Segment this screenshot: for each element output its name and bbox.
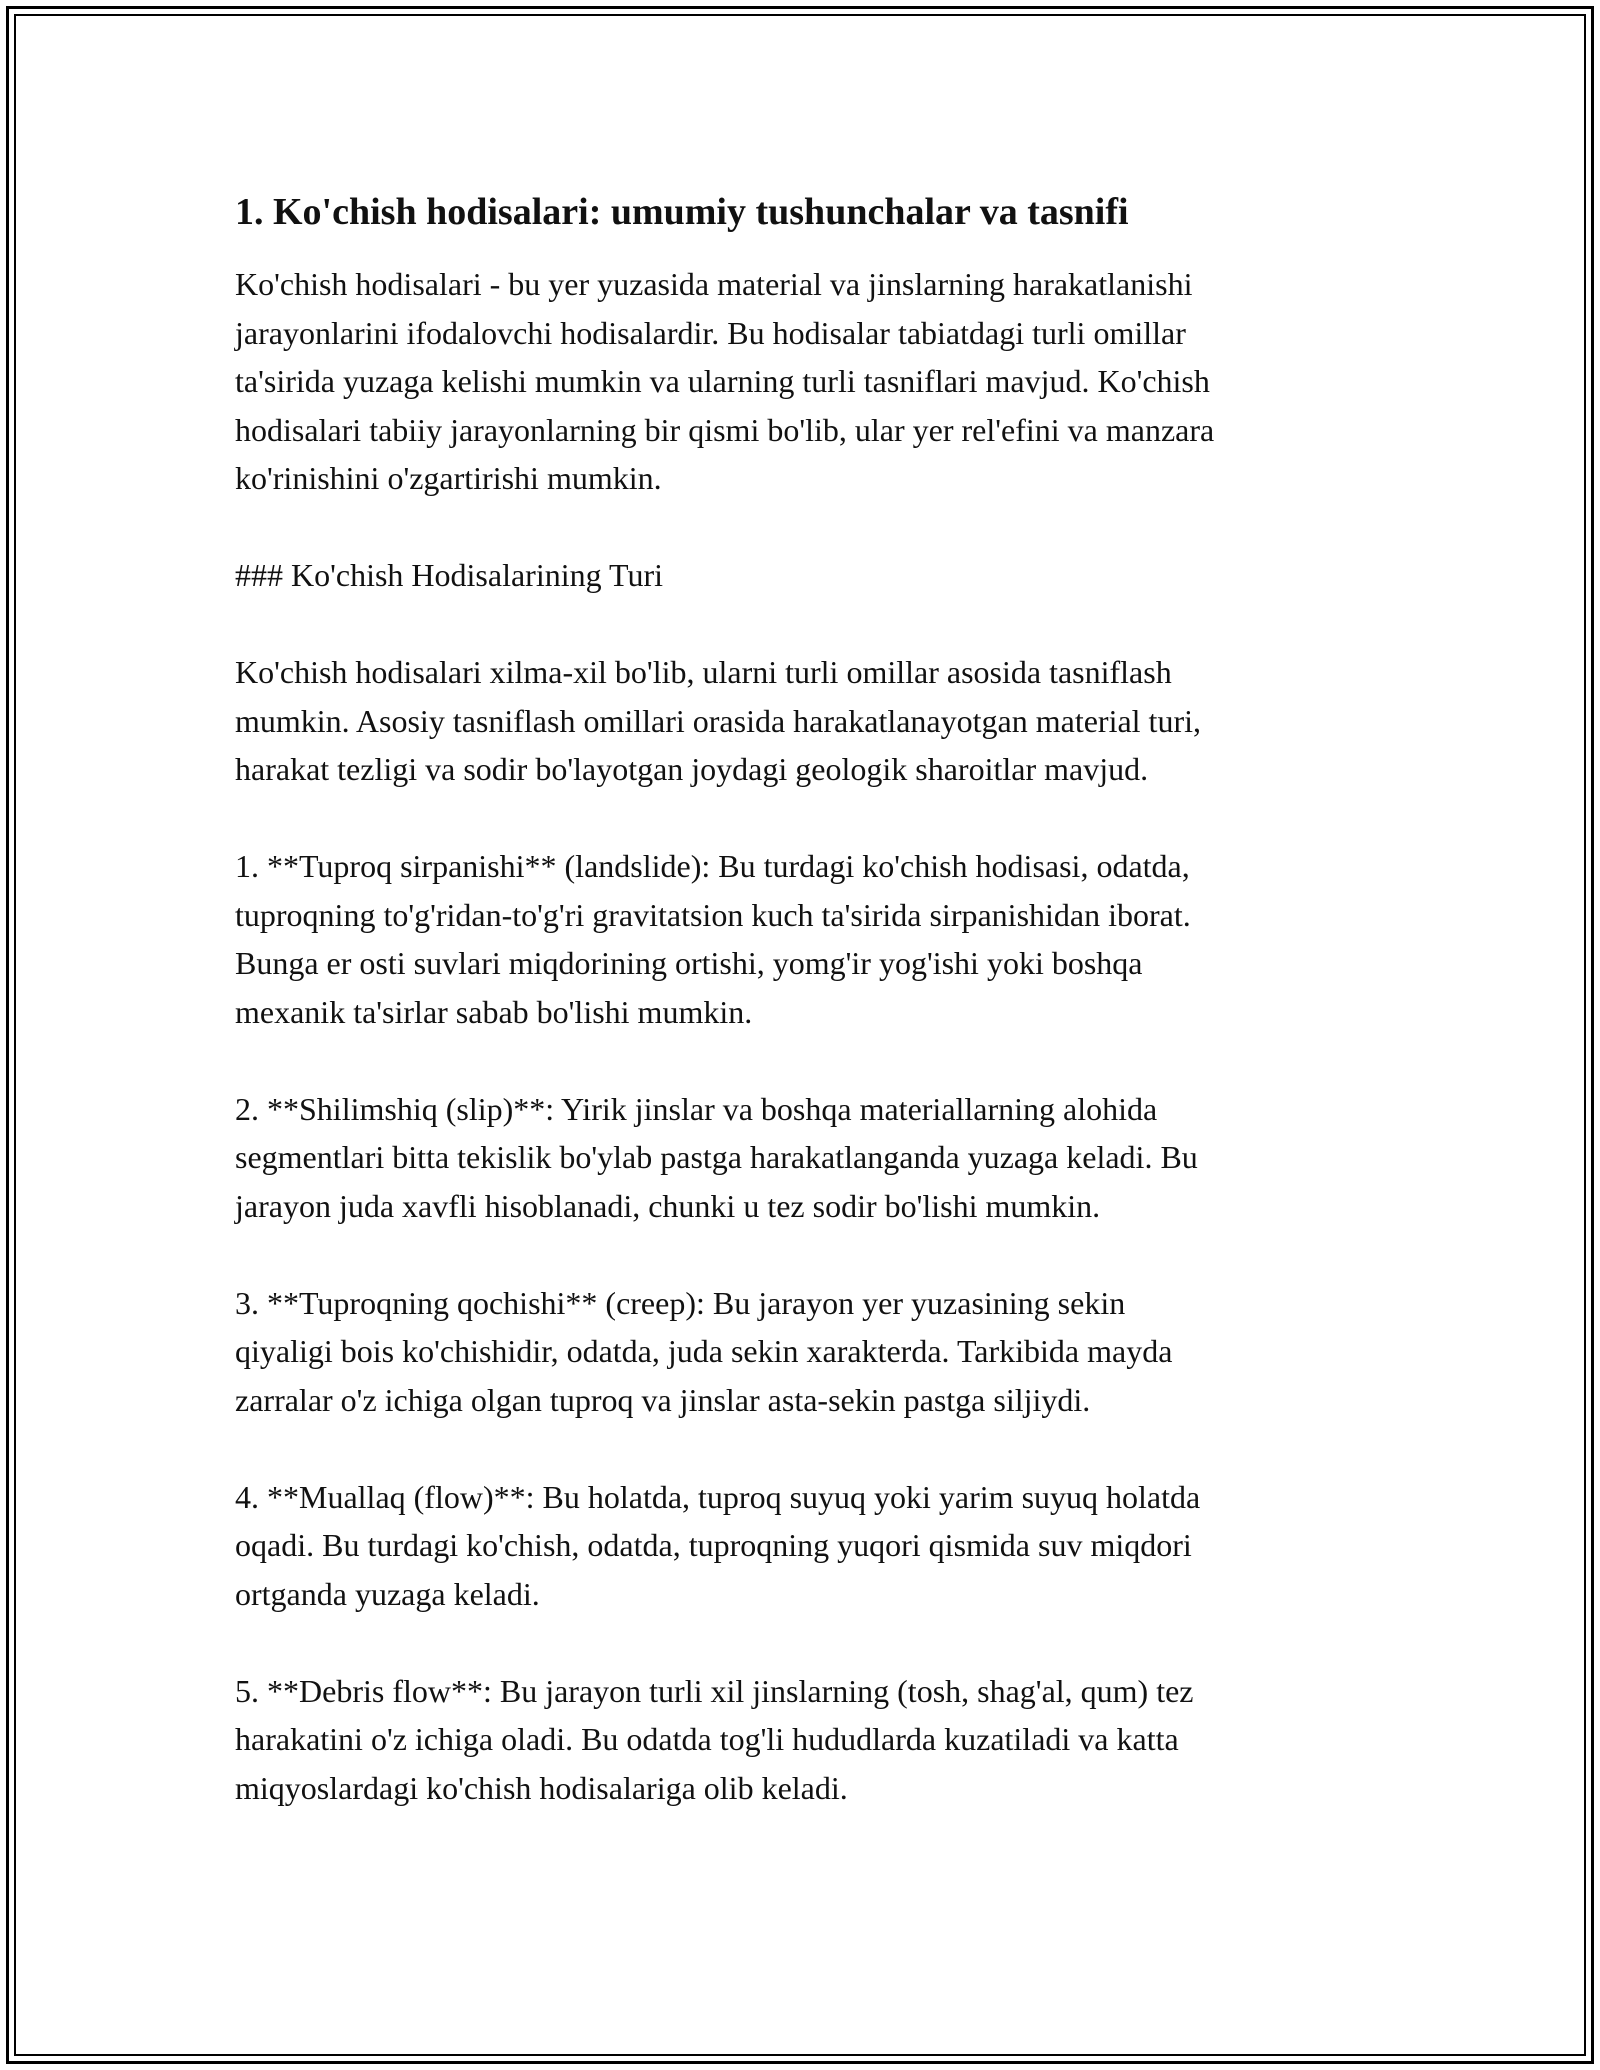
text-line: qiyaligi bois ko'chishidir, odatda, juda sekin xarakterda. Tarkibida mayda: [235, 1333, 1173, 1369]
text-line: zarralar o'z ichiga olgan tuproq va jinslar asta-sekin pastga siljiydi.: [235, 1381, 1091, 1418]
text-line: 2. **Shilimshiq (slip)**: Yirik jinslar va boshqa materiallarning alohida: [235, 1090, 1158, 1127]
list-item-slip: [235, 1085, 1365, 1231]
document-body: [235, 186, 1365, 1861]
list-item-creep: [235, 1279, 1365, 1425]
text-line: harakat tezligi va sodir bo'layotgan joydagi geologik sharoitlar mavjud.: [235, 751, 1149, 787]
text-line: miqyoslardagi ko'chish hodisalariga olib keladi.: [235, 1769, 848, 1806]
text-line: 4. **Muallaq (flow)**: Bu holatda, tuproq suyuq yoki yarim suyuq holatda: [235, 1478, 1201, 1515]
section-subheading: [235, 551, 1365, 600]
classification-paragraph: [235, 648, 1365, 794]
text-line: Bunga er osti suvlari miqdorining ortishi, yomg'ir yog'ishi yoki boshqa: [235, 945, 1143, 981]
text-line: 5. **Debris flow**: Bu jarayon turli xil jinslarning (tosh, shag'al, qum) tez: [235, 1672, 1194, 1709]
text-line: harakatini o'z ichiga oladi. Bu odatda tog'li hududlarda kuzatiladi va katta: [235, 1721, 1179, 1757]
list-item-debris-flow: [235, 1667, 1365, 1813]
text-line: tuproqning to'g'ridan-to'g'ri gravitatsion kuch ta'sirida sirpanishidan iborat.: [235, 896, 1191, 933]
list-item-landslide: [235, 842, 1365, 1036]
text-line: oqadi. Bu turdagi ko'chish, odatda, tuproqning yuqori qismida suv miqdori: [235, 1527, 1192, 1563]
text-line: Ko'chish hodisalari xilma-xil bo'lib, ularni turli omillar asosida tasniflash: [235, 654, 1172, 690]
text-line: segmentlari bitta tekislik bo'ylab pastga harakatlanganda yuzaga keladi. Bu: [235, 1139, 1198, 1175]
text-line: jarayon juda xavfli hisoblanadi, chunki u tez sodir bo'lishi mumkin.: [235, 1187, 1101, 1224]
text-line: Ko'chish hodisalari - bu yer yuzasida material va jinslarning harakatlanishi: [235, 266, 1193, 302]
list-item-flow: [235, 1473, 1365, 1619]
text-line: mexanik ta'sirlar sabab bo'lishi mumkin.: [235, 993, 753, 1030]
text-line: ortganda yuzaga keladi.: [235, 1575, 540, 1612]
text-line: mumkin. Asosiy tasniflash omillari orasida harakatlanayotgan material turi,: [235, 702, 1201, 739]
text-line: hodisalari tabiiy jarayonlarning bir qismi bo'lib, ular yer rel'efini va manzara: [235, 411, 1215, 448]
text-line: jarayonlarini ifodalovchi hodisalardir. Bu hodisalar tabiatdagi turli omillar: [235, 314, 1186, 351]
page-title: 1. Ko'chish hodisalari: umumiy tushunchalar va tasnifi: [235, 191, 1129, 233]
text-line: 3. **Tuproqning qochishi** (creep): Bu jarayon yer yuzasining sekin: [235, 1284, 1126, 1321]
text-line: 1. **Tuproq sirpanishi** (landslide): Bu turdagi ko'chish hodisasi, odatda,: [235, 848, 1190, 884]
intro-paragraph: [235, 260, 1365, 503]
text-line: ko'rinishini o'zgartirishi mumkin.: [235, 460, 662, 496]
text-line: ### Ko'chish Hodisalarining Turi: [235, 557, 663, 593]
text-line: ta'sirida yuzaga kelishi mumkin va ularning turli tasniflari mavjud. Ko'chish: [235, 363, 1210, 399]
